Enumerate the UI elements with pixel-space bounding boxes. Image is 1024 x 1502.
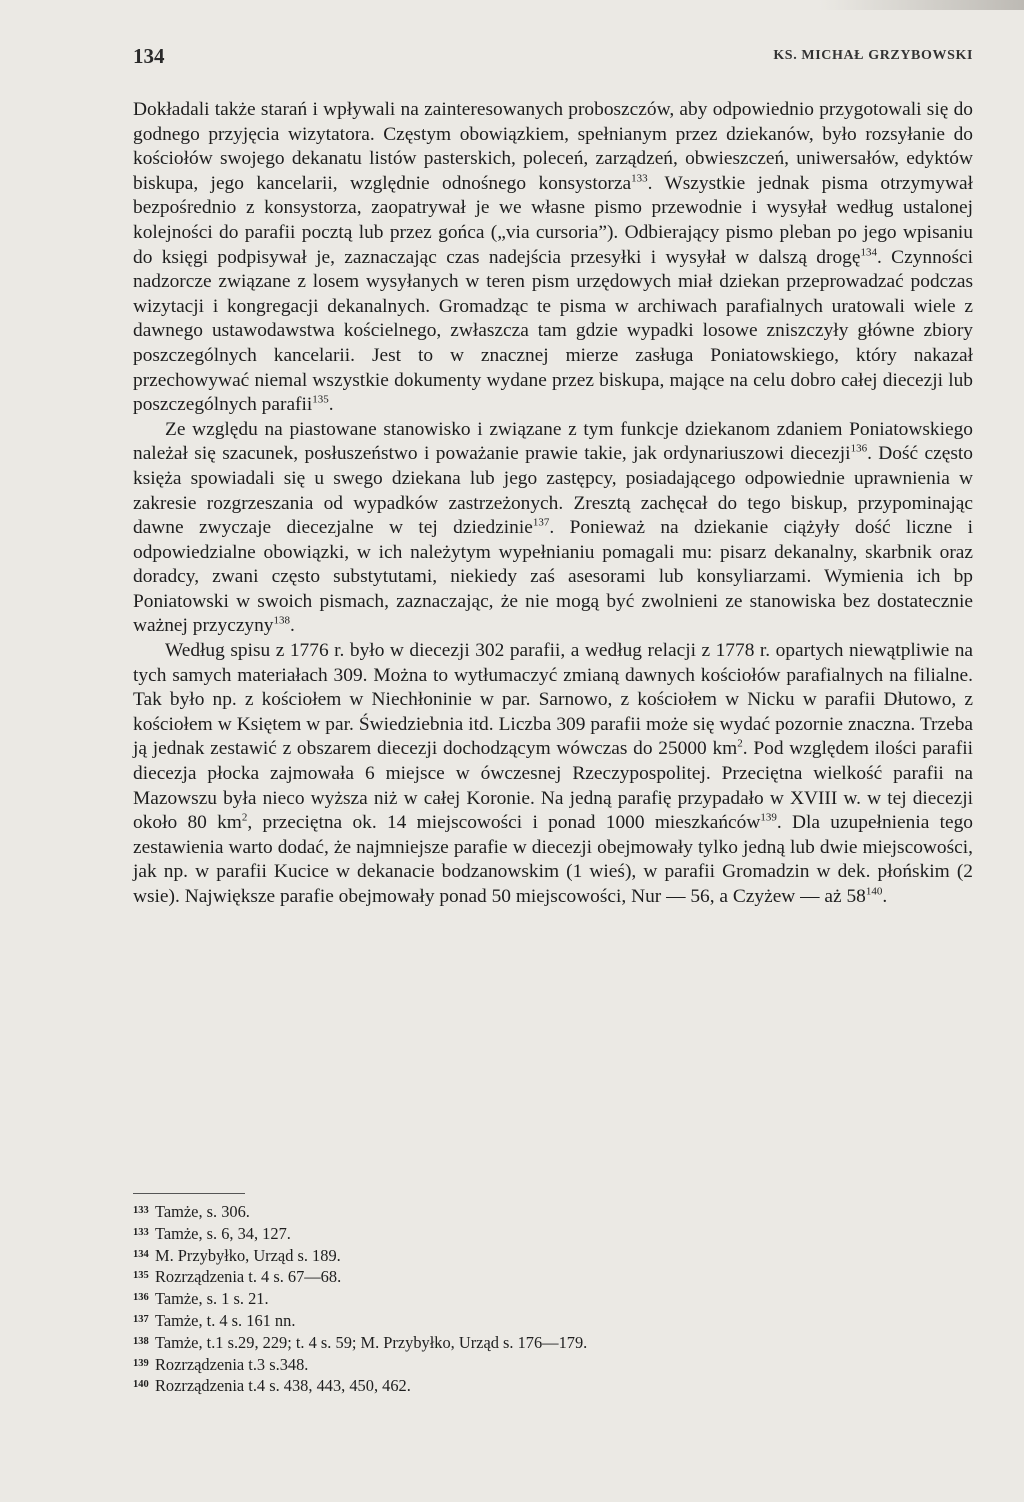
footnote-number: 139 — [133, 1357, 149, 1369]
footnote-item — [133, 1332, 973, 1354]
text-run: , przeciętna ok. 14 miejscowości i ponad 1000 mieszkańców — [247, 812, 761, 834]
text-run: . Pod względem ilości parafii diecezja płocka zajmowała 6 miejsce w ówczesnej Rzeczypospolitej. Przeciętna wielkość parafii na Mazowszu była nieco wyższa niż w całej Koronie. Na jedną parafię przypadało w XVIII w. w tej diecezji około 80 km — [133, 738, 973, 834]
paragraph — [133, 98, 973, 418]
footnote-item — [133, 1223, 973, 1245]
text-run: . Czynności nadzorcze związane z losem wysyłanych w teren pism urzędowych miał dziekan przeprowadzać podczas wizytacji i kongregacji dekanalnych. Gromadząc te pisma w archiwach parafialnych uratowali wiele z dawnego ustawodawstwa kościelnego, zwłaszcza tam gdzie wypadki losowe zniszczyły główne zbiory poszczególnych kancelarii. Jest to w znacznej mierze zasługa Poniatowskiego, który nakazał przechowywać niemal wszystkie dokumenty wydane przez biskupa, mające na celu dobro całej diecezji lub poszczególnych parafii — [133, 246, 974, 416]
footnote-text: Tamże, s. 6, 34, 127. — [155, 1223, 291, 1243]
text-run: . Ponieważ na dziekanie ciążyły dość liczne i odpowiedzialne obowiązki, w ich należytym wypełnianiu pomagali mu: pisarz dekanalny, skarbnik oraz doradcy, zwani często substytutami, niekiedy zaś asesorami lub konsyliarzami. Wymienia ich bp Poniatowski w swoich pismach, zaznaczając, że nie mogą być zwolnieni ze stanowiska bez dostatecznie ważnej przyczyny — [133, 517, 973, 637]
scan-edge-shadow — [0, 0, 1024, 10]
footnote-separator — [133, 1193, 245, 1194]
footnote-item — [133, 1288, 973, 1310]
paragraph — [133, 418, 973, 639]
footnote-item — [133, 1245, 973, 1267]
text-run: Dokładali także starań i wpływali na zainteresowanych proboszczów, aby odpowiednio przygotowali się do godnego przyjęcia wizytatora. Częstym obowiązkiem, spełnianym przez dziekanów, było rozsyłanie do kościołów swojego dekanatu listów pasterskich, poleceń, zarządzeń, obwieszczeń, uniwersałów, edyktów biskupa, jego kancelarii, względnie odnośnego konsystorza — [133, 99, 973, 194]
footnote-text: M. Przybyłko, Urząd s. 189. — [155, 1245, 341, 1265]
text-run: Ze względu na piastowane stanowisko i związane z tym funkcje dziekanom zdaniem Poniatowskiego należał się szacunek, posłuszeństwo i poważanie prawie takie, jak ordynariuszowi diecezji — [133, 418, 973, 465]
footnote-text: Rozrządzenia t.3 s.348. — [155, 1354, 309, 1374]
footnote-number: 138 — [133, 1335, 149, 1347]
footnote-number: 133 — [133, 1226, 149, 1238]
footnote-text: Rozrządzenia t.4 s. 438, 443, 450, 462. — [155, 1376, 411, 1396]
text-run: . Dla uzupełnienia tego zestawienia warto dodać, że najmniejsze parafie w diecezji obejmowały tylko jedną lub dwie miejscowości, jak np. w parafii Kucice w dekanacie bodzanowskim (1 wieś), w parafii Gromadzin w dek. płońskim (2 wsie). Największe parafie obejmowały ponad 50 miejscowości, Nur — 56, a Czyżew — aż 58 — [133, 812, 973, 907]
footnote-number: 137 — [133, 1313, 149, 1325]
footnote-number: 135 — [133, 1270, 149, 1282]
footnote-number: 136 — [133, 1292, 149, 1304]
footnote-ref: 2 — [241, 811, 248, 824]
text-run: . — [882, 886, 888, 907]
footnote-number: 140 — [133, 1379, 149, 1391]
footnote-text: Tamże, s. 1 s. 21. — [155, 1289, 269, 1309]
footnote-ref: 139 — [760, 811, 777, 824]
footnote-item — [133, 1354, 973, 1376]
footnote-text: Rozrządzenia t. 4 s. 67—68. — [155, 1267, 342, 1287]
footnote-ref: 135 — [312, 393, 329, 406]
body-text — [133, 98, 973, 910]
page-number: 134 — [133, 44, 165, 68]
paragraph — [133, 639, 973, 910]
footnote-ref: 137 — [532, 516, 550, 529]
footnote-item — [133, 1201, 973, 1223]
footnote-text: Tamże, s. 306. — [155, 1202, 250, 1221]
text-run: Według spisu z 1776 r. było w diecezji 302 parafii, a według relacji z 1778 r. opartych niewątpliwie na tych samych materiałach 309. Można to wytłumaczyć zmianą dawnych kościołów parafialnych na filialne. Tak było np. z kościołem w Niechłoninie w par. Sarnowo, z kościołem w Nicku w parafii Dłutowo, z kościołem w Księtem w par. Świedziebnia itd. Liczba 309 parafii może się wydać pozornie znaczna. Trzeba ją jednak zestawić z obszarem diecezji dochodzącym wówczas do 25000 km — [133, 640, 973, 760]
text-run: . — [328, 394, 334, 416]
footnote-ref: 133 — [631, 172, 648, 185]
footnote-text: Tamże, t. 4 s. 161 nn. — [155, 1310, 296, 1330]
footnote-item — [133, 1375, 973, 1397]
text-run: . Wszystkie jednak pisma otrzymywał bezpośrednio z konsystorza, zaopatrywał je we własne pismo przewodnie i wysyłał według ustalonej kolejności do parafii pocztą lub przez gońca („via cursoria”). Odbierający pismo pleban po jego wpisaniu do księgi podpisywał je, zaznaczając czas nadejścia przesyłki i wysyłał w dalszą drogę — [133, 172, 973, 268]
footnote-ref: 140 — [865, 885, 883, 898]
footnote-ref: 134 — [860, 246, 877, 259]
footnotes — [133, 1201, 973, 1397]
text-run: . Dość często księża spowiadali się u swego dziekana lub jego zastępcy, posiadającego odpowiednie uprawnienia w zakresie rozgrzeszania od wypadków zastrzeżonych. Zresztą zachęcał do tego biskup, przypominając dawne zwyczaje diecezjalne w tej dziedzinie — [133, 443, 973, 539]
footnote-ref: 136 — [850, 442, 868, 455]
author-running-title: KS. MICHAŁ GRZYBOWSKI — [773, 48, 973, 63]
text-run: . — [290, 615, 295, 637]
footnote-number: 133 — [133, 1205, 149, 1216]
footnote-text: Tamże, t.1 s.29, 229; t. 4 s. 59; M. Przybyłko, Urząd s. 176—179. — [155, 1332, 588, 1352]
footnote-item — [133, 1266, 973, 1288]
footnote-number: 134 — [133, 1248, 149, 1260]
footnote-ref: 138 — [273, 615, 291, 627]
footnote-ref: 2 — [737, 737, 743, 750]
footnote-item — [133, 1310, 973, 1332]
running-head — [133, 44, 973, 68]
